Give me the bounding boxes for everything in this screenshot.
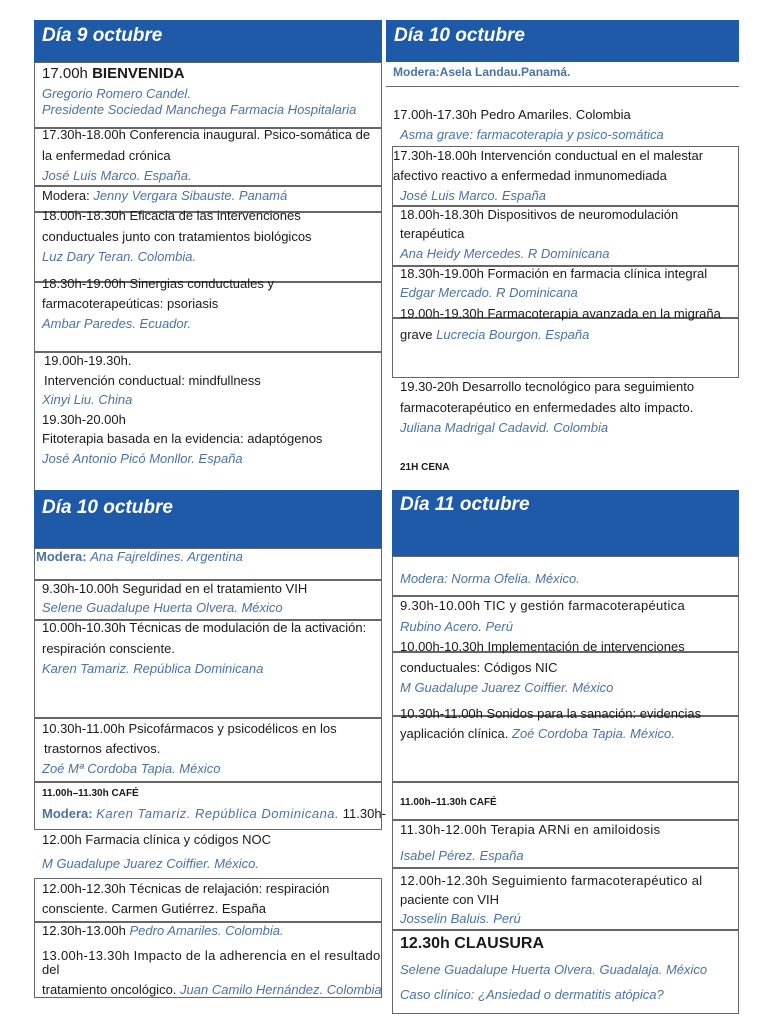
day9-s2-line1: 18.00h-18.30h Eficacia de las intervenciones [42,208,301,223]
day10b-s5-line2: consciente. Carmen Gutiérrez. España [42,901,266,916]
day11-s3-line2: yaplicación clínica. Zoé Cordoba Tapia. México. [400,726,675,741]
day10b-s3-line1: 10.30h-11.00h Psicofármacos y psicodélicos en los [42,721,337,736]
day11-case: Caso clínico: ¿Ansiedad o dermatitis atópica? [400,987,664,1002]
day11-header-text: Día 11 octubre [400,494,530,515]
day10a-s2-speaker: José Luis Marco. España [400,188,546,203]
day9-s5-line2: Fitoterapia basada en la evidencia: adaptógenos [42,431,323,446]
day10a-s5-line2: grave Lucrecia Bourgon. España [400,327,590,342]
day9-welcome-title: 17.00h BIENVENIDA [42,65,185,82]
day11-closing-speaker: Selene Guadalupe Huerta Olvera. Guadalaja. México [400,962,708,977]
day10a-s4-speaker: Edgar Mercado. R Dominicana [400,285,578,300]
day10a-header [386,20,739,62]
day10b-s4-speaker: M Guadalupe Juarez Coiffier. México. [42,856,260,871]
day10a-s3-line1: 18.00h-18.30h Dispositivos de neuromodulación [400,207,679,222]
day10a-s1-line1: 17.00h-17.30h Pedro Amariles. Colombia [393,107,631,122]
day10b-s1-speaker: Selene Guadalupe Huerta Olvera. México [42,600,283,615]
day10b-s2-line2: respiración consciente. [42,641,175,656]
day9-s3-speaker: Ambar Paredes. Ecuador. [42,316,192,331]
day11-s4-speaker: Isabel Pérez. España [400,848,524,863]
day10a-s6-speaker: Juliana Madrigal Cadavid. Colombia [400,420,609,435]
day11-closing: 12.30h CLAUSURA [400,935,545,952]
day10a-header-text: Día 10 octubre [394,25,525,46]
day10b-s5-line1: 12.00h-12.30h Técnicas de relajación: respiración [42,881,330,896]
day10a-dinner: 21H CENA [400,462,450,473]
day10b-header [34,490,382,548]
day9-header-text: Día 9 octubre [42,25,163,46]
day10b-s6-line1: 12.30h-13.00h Pedro Amariles. Colombia. [42,923,284,938]
day10b-s3-speaker: Zoé Mª Cordoba Tapia. México [42,761,221,776]
day11-moderator: Modera: Norma Ofelia. México. [400,571,580,586]
day10b-s2-speaker: Karen Tamariz. República Dominicana [42,661,264,676]
day9-s4-line1: 19.00h-19.30h. [44,353,132,368]
day11-s4-line1: 11.30h-12.00h Terapia ARNi en amiloidosis [400,822,661,837]
day9-header [34,20,382,62]
day11-s3-line1: 10.30h-11.00h Sonidos para la sanación: evidencias [400,706,702,721]
day10a-s3-line2: terapéutica [400,226,465,241]
day11-header [392,490,739,556]
day11-s2-speaker: M Guadalupe Juarez Coiffier. México [400,680,614,695]
day9-s5-line1: 19.30h-20.00h [42,412,126,427]
day10a-s5-line1: 19.00h-19.30h Farmacoterapia avanzada en la migraña [400,306,721,321]
day11-s5-line2: paciente con VIH [400,892,500,907]
day10b-cafe: 11.00h–11.30h CAFÉ [42,788,139,799]
day9-s3-line2: farmacoterapeúticas: psoriasis [42,296,219,311]
day10b-header-text: Día 10 octubre [42,497,173,518]
day10b-s7-line3: tratamiento oncológico. Juan Camilo Hernández. Colombia [42,982,382,997]
divider [386,86,739,87]
day11-cafe: 11.00h–11.30h CAFÉ [400,797,497,808]
day11-s1-line1: 9.30h-10.00h TIC y gestión farmacoterapéutica [400,598,685,613]
day10a-s4-line1: 18.30h-19.00h Formación en farmacia clínica integral [400,266,708,281]
day10a-s2-line2: afectivo reactivo a enfermedad inmunomediada [393,168,667,183]
day10b-s7-line2: del [42,962,60,977]
day11-s1-speaker: Rubino Acero. Perú [400,619,513,634]
day9-s1-line1: 17.30h-18.00h Conferencia inaugural. Psico-somática de [42,127,371,142]
day9-moderator: Modera: Jenny Vergara Sibauste. Panamá [42,188,288,203]
day9-s1-line2: la enfermedad crónica [42,148,171,163]
day9-s3-line1: 18.30h-19.00h Sinergias conductuales y [42,276,274,291]
day9-s4-line2: Intervención conductual: mindfullness [44,373,261,388]
day9-s2-line2: conductuales junto con tratamientos biológicos [42,229,312,244]
day10a-moderator: Modera:Asela Landau.Panamá. [393,65,571,79]
day9-welcome-speaker-role: Presidente Sociedad Manchega Farmacia Hospitalaria [42,102,357,117]
day11-s2-line1: 10.00h-10.30h Implementación de intervenciones [400,639,685,654]
day10b-moderator: Modera: Ana Fajreldines. Argentina [36,549,243,564]
day10a-s1-speaker: Asma grave: farmacoterapia y psico-somática [400,127,664,142]
day9-welcome-speaker: Gregorio Romero Candel. [42,86,191,101]
day9-s1-speaker: José Luis Marco. España. [42,168,192,183]
day10b-s3-line2: trastornos afectivos. [44,741,161,756]
day10b-s4-line1: 12.00h Farmacia clínica y códigos NOC [42,832,272,847]
day11-s5-line1: 12.00h-12.30h Seguimiento farmacoterapéutico al [400,873,703,888]
day10a-s2-line1: 17.30h-18.00h Intervención conductual en el malestar [393,148,704,163]
day10a-s6-line1: 19.30-20h Desarrollo tecnológico para seguimiento [400,379,695,394]
day10a-s6-line2: farmacoterapéutico en enfermedades alto impacto. [400,400,694,415]
day10b-moderator-2: Modera: Karen Tamariz. República Dominicana. 11.30h- [42,806,386,821]
day10a-s3-speaker: Ana Heidy Mercedes. R Dominicana [400,246,610,261]
day10b-s7-line1: 13.00h-13.30h Impacto de la adherencia en el resultado [42,948,381,963]
day9-s4-speaker: Xinyi Liu. China [42,392,133,407]
day10b-s2-line1: 10.00h-10.30h Técnicas de modulación de la activación: [42,620,367,635]
day10b-s1-line1: 9.30h-10.00h Seguridad en el tratamiento VIH [42,581,308,596]
day11-s5-speaker: Josselin Baluis. Perú [400,911,521,926]
day11-s2-line2: conductuales: Códigos NIC [400,660,558,675]
day9-s2-speaker: Luz Dary Teran. Colombia. [42,249,197,264]
day9-s5-speaker: José Antonio Picó Monllor. España [42,451,243,466]
